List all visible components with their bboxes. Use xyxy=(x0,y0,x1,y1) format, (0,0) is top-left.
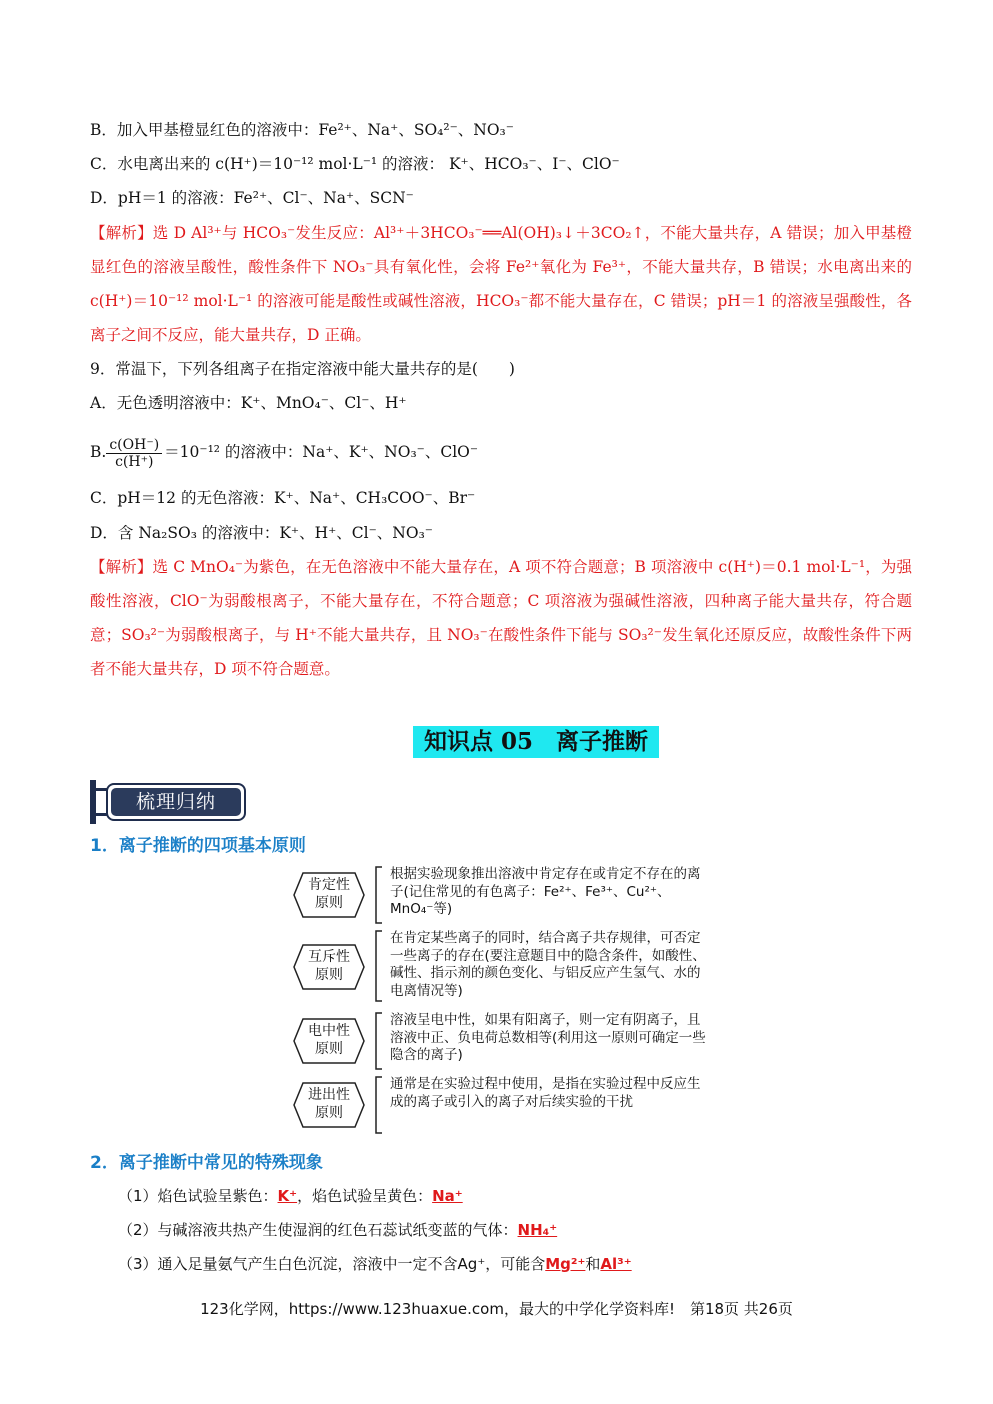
analysis-label: 【解析】 xyxy=(90,224,153,242)
tag-label: 梳理归纳 xyxy=(111,788,241,816)
ion-highlight: Na⁺ xyxy=(432,1187,463,1205)
ion-highlight: Al³⁺ xyxy=(600,1255,632,1273)
phenomenon-item xyxy=(118,1219,557,1241)
brace-icon xyxy=(372,1076,384,1134)
analysis-9 xyxy=(90,550,912,686)
principle-name: 肯定性 xyxy=(308,877,350,893)
analysis-8 xyxy=(90,216,912,352)
item-text: （2）与碱溶液共热产生使湿润的红色石蕊试纸变蓝的气体： xyxy=(118,1221,518,1239)
principle-text: 在肯定某些离子的同时，结合离子共存规律，可否定一些离子的存在(要注意题目中的隐含条件，如酸性、碱性、指示剂的颜色变化、与铝反应产生氢气、水的电离情况等) xyxy=(390,930,706,999)
page-footer: 123化学网，https://www.123huaxue.com，最大的中学化学资料库! 第18页 共26页 xyxy=(200,1300,793,1318)
brace-icon xyxy=(372,866,384,924)
item-text: 和 xyxy=(585,1255,601,1273)
principle-name: 电中性 xyxy=(308,1023,350,1039)
brace-icon xyxy=(372,1012,384,1070)
item-text: ，焰色试验呈黄色： xyxy=(297,1187,433,1205)
item-text: （3）通入足量氨气产生白色沉淀，溶液中一定不含Ag⁺，可能含 xyxy=(118,1255,546,1273)
q9-option-d: D．含 Na₂SO₃ 的溶液中：K⁺、H⁺、Cl⁻、NO₃⁻ xyxy=(90,524,433,542)
principle-box xyxy=(293,872,365,918)
fraction-denominator: c(H⁺) xyxy=(115,453,154,470)
q9-option-a: A．无色透明溶液中：K⁺、MnO₄⁻、Cl⁻、H⁺ xyxy=(90,394,407,412)
section-1-heading: 1．离子推断的四项基本原则 xyxy=(90,836,306,856)
principle-text: 溶液呈电中性，如果有阳离子，则一定有阴离子，且溶液中正、负电荷总数相等(利用这一原则可确定一些隐含的离子) xyxy=(390,1012,706,1063)
analysis-text: 选 C MnO₄⁻为紫色，在无色溶液中不能大量存在，A 项不符合题意；B 项溶液中 c(H⁺)＝0.1 mol·L⁻¹，为强酸性溶液，ClO⁻为弱酸根离子，不能大量存在，不符合题意；C 项溶液为强碱性溶液，四种离子能大量共存，符合题意；SO₃²⁻为弱酸根离子，与 H⁺不能大量共存，且 NO₃⁻在酸性条件下能与 SO₃²⁻发生氧化还原反应，故酸性条件下两者不能大量共存，D 项不符合题意。 xyxy=(90,558,912,678)
analysis-label: 【解析】 xyxy=(90,558,153,576)
ion-highlight: Mg²⁺ xyxy=(545,1255,586,1273)
principle-name: 原则 xyxy=(315,895,343,911)
tag-pill xyxy=(106,783,246,821)
section-2-heading: 2．离子推断中常见的特殊现象 xyxy=(90,1153,323,1173)
principle-name: 进出性 xyxy=(308,1087,350,1103)
fraction-numerator: c(OH⁻) xyxy=(106,437,162,454)
principle-text: 根据实验现象推出溶液中肯定存在或肯定不存在的离子(记住常见的有色离子：Fe²⁺、Fe³⁺、Cu²⁺、MnO₄⁻等) xyxy=(390,866,701,917)
principle-text: 通常是在实验过程中使用，是指在实验过程中反应生成的离子或引入的离子对后续实验的干扰 xyxy=(390,1076,701,1110)
principle-name: 原则 xyxy=(315,1041,343,1057)
brace-icon xyxy=(372,930,384,1002)
principle-name: 原则 xyxy=(315,967,343,983)
phenomenon-item xyxy=(118,1185,463,1207)
q9-option-b xyxy=(90,432,478,472)
knowledge-point-title: 知识点 05 离子推断 xyxy=(413,726,659,758)
q9-stem: 9．常温下，下列各组离子在指定溶液中能大量共存的是( ) xyxy=(90,360,515,378)
q8-option-d: D．pH＝1 的溶液：Fe²⁺、Cl⁻、Na⁺、SCN⁻ xyxy=(90,189,414,207)
item-text: （1）焰色试验呈紫色： xyxy=(118,1187,278,1205)
option-b-rest: ＝10⁻¹² 的溶液中：Na⁺、K⁺、NO₃⁻、ClO⁻ xyxy=(164,443,479,461)
q8-option-c: C．水电离出来的 c(H⁺)＝10⁻¹² mol·L⁻¹ 的溶液： K⁺、HCO₃⁻、I⁻、ClO⁻ xyxy=(90,155,620,173)
option-b-prefix: B. xyxy=(90,443,107,461)
q9-option-c: C．pH＝12 的无色溶液：K⁺、Na⁺、CH₃COO⁻、Br⁻ xyxy=(90,489,476,507)
principle-name: 互斥性 xyxy=(308,949,350,965)
phenomenon-item xyxy=(118,1253,632,1275)
principle-box xyxy=(293,1082,365,1128)
ion-highlight: NH₄⁺ xyxy=(517,1221,558,1239)
principle-name: 原则 xyxy=(315,1105,343,1121)
q8-option-b: B．加入甲基橙显红色的溶液中：Fe²⁺、Na⁺、SO₄²⁻、NO₃⁻ xyxy=(90,121,514,139)
principle-box xyxy=(293,1018,365,1064)
ion-highlight: K⁺ xyxy=(277,1187,298,1205)
principle-box xyxy=(293,944,365,990)
section-tag xyxy=(90,780,248,824)
analysis-text: 选 D Al³⁺与 HCO₃⁻发生反应：Al³⁺＋3HCO₃⁻══Al(OH)₃↓＋3CO₂↑，不能大量共存，A 错误；加入甲基橙显红色的溶液呈酸性，酸性条件下 NO₃⁻具有氧化性，会将 Fe²⁺氧化为 Fe³⁺，不能大量共存，B 错误；水电离出来的 c(H⁺)＝10⁻¹² mol·L⁻¹ 的溶液可能是酸性或碱性溶液，HCO₃⁻都不能大量存在，C 错误；pH＝1 的溶液呈强酸性，各离子之间不反应，能大量共存，D 正确。 xyxy=(90,224,912,344)
fraction xyxy=(106,437,162,470)
